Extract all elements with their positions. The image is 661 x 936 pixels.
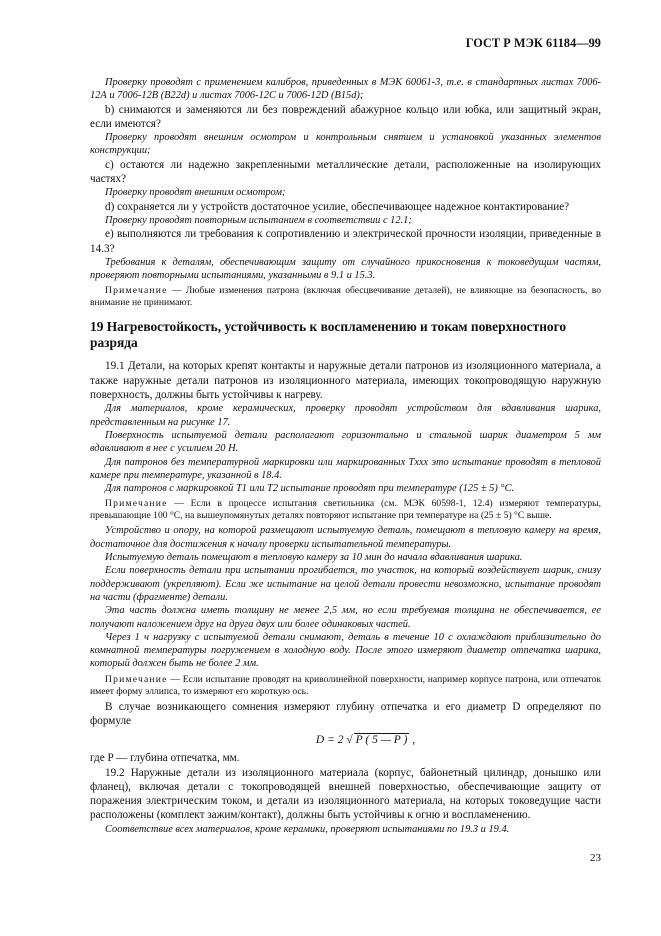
paragraph: Проверку проводят внешним осмотром и контрольным снятием и установкой указанных элементов конструкции; — [90, 132, 601, 157]
formula-radicand: P ( 5 — P ) — [355, 734, 408, 747]
paragraph: Эта часть должна иметь толщину не менее 2,5 мм, но если требуемая толщина не обеспечивается, ее получают наложением друг на друга двух или более одинаковых частей. — [90, 605, 601, 630]
sqrt-sign: √ — [346, 734, 353, 747]
paragraph: c) остаются ли надежно закрепленными металлические детали, расположенные на изолирующих частях? — [90, 158, 601, 186]
note-text: — Если испытание проводят на криволинейной поверхности, например корпусе патрона, или отпечаток имеет форму эллипса, то измеряют его короткую ось. — [90, 673, 601, 697]
page-body — [90, 76, 601, 836]
section-heading: 19 Нагревостойкость, устойчивость к воспламенению и токам поверхностного разряда — [90, 319, 567, 351]
page-number: 23 — [590, 852, 601, 864]
note — [90, 674, 601, 698]
note-label: Примечание — [105, 673, 168, 685]
note-text: — Если в процессе испытания светильника (см. МЭК 60598-1, 12.4) измеряют температуры, превышающие 100 °С, на вышеупомянутых деталях повторяют испытание при температуре на (25 ± 5) °С выше. — [90, 498, 601, 522]
paragraph: 19.2 Наружные детали из изоляционного материала (корпус, байонетный цилиндр, донышко или фланец), включая детали с токопроводящей внешней поверхностью, обеспечивающие защиту от поражения электрическим током, и детали из изоляционного материала, на которых токоведущие части расположены (комплект зажим/контакт), должны быть устойчивы к огню и воспламенению. — [90, 766, 601, 822]
note-text: — Любые изменения патрона (включая обесцвечивание деталей), не влияющие на безопасность, во внимание не принимают. — [90, 285, 602, 309]
paragraph: Соответствие всех материалов, кроме керамики, проверяют испытаниями по 19.3 и 19.4. — [105, 823, 510, 835]
paragraph: Если поверхность детали при испытании прогибается, то участок, на который воздействует шарик, снизу поддерживают (укрепляют). Если же испытание на целой детали провести невозможно, испытание проводят на части (фрагменте) детали. — [90, 565, 601, 603]
paragraph: В случае возникающего сомнения измеряют глубину отпечатка и его диаметр D определяют по формуле — [90, 700, 601, 727]
formula-coef: = 2 — [327, 734, 344, 747]
paragraph: d) сохраняется ли у устройств достаточное усилие, обеспечивающее надежное контактирование? — [105, 200, 570, 213]
paragraph: Проверку проводят повторным испытанием в соответствии с 12.1; — [105, 214, 412, 226]
formula-tail: , — [412, 734, 416, 747]
running-header: ГОСТ Р МЭК 61184—99 — [465, 36, 601, 50]
paragraph: где P — глубина отпечатка, мм. — [90, 752, 240, 765]
formula — [90, 733, 601, 746]
note — [90, 498, 601, 522]
paragraph: Испытуемую деталь помещают в тепловую камеру за 10 мин до начала вдавливания шарика. — [105, 552, 523, 564]
paragraph: Через 1 ч нагрузку с испытуемой детали снимают, деталь в течение 10 с охлаждают приблизительно до комнатной температуры погружением в холодную воду. После этого измеряют диаметр отпечатка шарика, который должен быть не более 2 мм. — [90, 631, 601, 670]
formula-lhs: D — [315, 734, 325, 747]
paragraph: Для материалов, кроме керамических, проверку проводят устройством для вдавливания шарика, представленным на рисунке 17. — [90, 403, 601, 428]
paragraph: Устройство и опору, на которой размещают испытуемую деталь, помещают в тепловую камеру на время, достаточное для достижения к началу проверки испытательной температуры. — [90, 525, 601, 550]
paragraph: e) выполняются ли требования к сопротивлению и электрической прочности изоляции, приведенные в 14.3? — [90, 228, 601, 255]
paragraph: b) снимаются и заменяются ли без повреждений абажурное кольцо или юбка, или защитный экран, если имеются? — [90, 103, 601, 130]
note-label: Примечание — [105, 285, 168, 297]
paragraph: Требования к деталям, обеспечивающим защиту от случайного прикосновения к токоведущим частям, проверяют повторными испытаниями, указанными в 9.1 и 15.3. — [90, 256, 601, 282]
paragraph: Поверхность испытуемой детали располагают горизонтально и стальной шарик диаметром 5 мм вдавливают в нее с усилием 20 Н. — [90, 429, 601, 455]
note — [90, 285, 601, 309]
paragraph: Проверку проводят с применением калибров, приведенных в МЭК 60061-3, т.е. в стандартных листах 7006-12А и 7006-12В (В22d) и листах 7006-12С и 7006-12D (В15d); — [90, 77, 601, 102]
paragraph: Для патронов без температурной маркировки или маркированных Tхxx это испытание проводят в тепловой камере при температуре, указанной в 18.4. — [90, 456, 601, 481]
paragraph: 19.1 Детали, на которых крепят контакты и наружные детали патронов из изоляционного материала, а также наружные детали патронов из изоляционного материала, имеющих токопроводящую наружную поверхность, должны быть устойчивы к нагреву. — [90, 360, 601, 402]
paragraph: Проверку проводят внешним осмотром; — [105, 187, 286, 199]
note-label: Примечание — [105, 498, 168, 510]
paragraph: Для патронов с маркировкой T1 или T2 испытание проводят при температуре (125 ± 5) °С. — [105, 483, 515, 495]
